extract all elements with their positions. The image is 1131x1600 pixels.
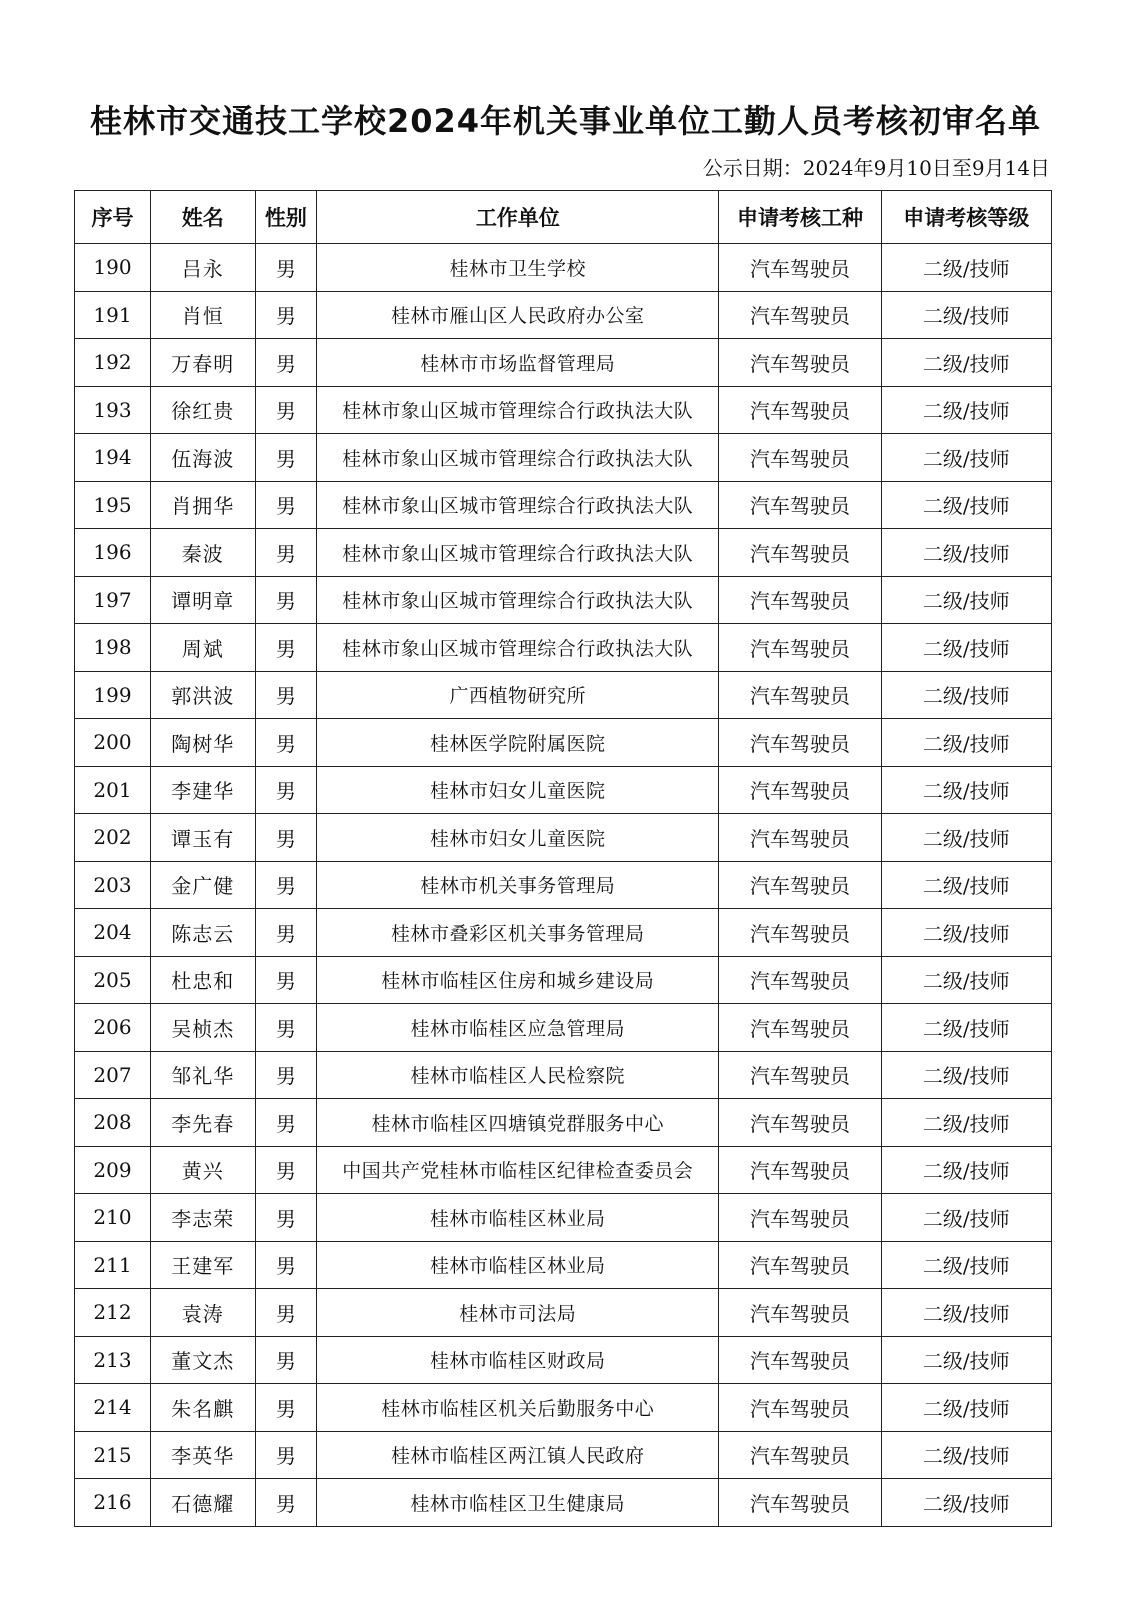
cell-index: 192: [75, 339, 151, 387]
cell-index: 190: [75, 244, 151, 292]
cell-gender: 男: [255, 624, 317, 672]
cell-name: 王建军: [150, 1241, 255, 1289]
cell-level: 二级/技师: [881, 291, 1051, 339]
cell-work-unit: 桂林市象山区城市管理综合行政执法大队: [317, 624, 719, 672]
cell-work-unit: 桂林市临桂区应急管理局: [317, 1004, 719, 1052]
cell-index: 211: [75, 1241, 151, 1289]
cell-name: 陶树华: [150, 719, 255, 767]
cell-work-unit: 中国共产党桂林市临桂区纪律检查委员会: [317, 1146, 719, 1194]
cell-level: 二级/技师: [881, 1431, 1051, 1479]
cell-work-unit: 桂林市临桂区两江镇人民政府: [317, 1431, 719, 1479]
cell-index: 202: [75, 814, 151, 862]
cell-index: 193: [75, 386, 151, 434]
publish-date: 公示日期：2024年9月10日至9月14日: [702, 156, 1050, 180]
cell-level: 二级/技师: [881, 529, 1051, 577]
cell-name: 李志荣: [150, 1194, 255, 1242]
cell-level: 二级/技师: [881, 1146, 1051, 1194]
cell-job-type: 汽车驾驶员: [719, 576, 881, 624]
cell-index: 206: [75, 1004, 151, 1052]
table-row: [75, 1384, 1052, 1432]
table-body: [75, 244, 1052, 1527]
cell-gender: 男: [255, 1146, 317, 1194]
cell-work-unit: 广西植物研究所: [317, 671, 719, 719]
cell-gender: 男: [255, 1336, 317, 1384]
cell-name: 肖恒: [150, 291, 255, 339]
cell-name: 肖拥华: [150, 481, 255, 529]
cell-job-type: 汽车驾驶员: [719, 1479, 881, 1527]
cell-name: 周斌: [150, 624, 255, 672]
cell-name: 伍海波: [150, 434, 255, 482]
roster-table: [74, 190, 1052, 1527]
cell-work-unit: 桂林市雁山区人民政府办公室: [317, 291, 719, 339]
cell-gender: 男: [255, 719, 317, 767]
cell-level: 二级/技师: [881, 1004, 1051, 1052]
cell-work-unit: 桂林市象山区城市管理综合行政执法大队: [317, 386, 719, 434]
cell-index: 214: [75, 1384, 151, 1432]
table-row: [75, 861, 1052, 909]
cell-job-type: 汽车驾驶员: [719, 1051, 881, 1099]
cell-work-unit: 桂林市象山区城市管理综合行政执法大队: [317, 529, 719, 577]
cell-index: 191: [75, 291, 151, 339]
cell-job-type: 汽车驾驶员: [719, 956, 881, 1004]
cell-index: 194: [75, 434, 151, 482]
cell-job-type: 汽车驾驶员: [719, 766, 881, 814]
cell-level: 二级/技师: [881, 814, 1051, 862]
cell-name: 李英华: [150, 1431, 255, 1479]
cell-work-unit: 桂林市象山区城市管理综合行政执法大队: [317, 434, 719, 482]
page-title: 桂林市交通技工学校2024年机关事业单位工勤人员考核初审名单: [89, 102, 1042, 141]
cell-gender: 男: [255, 529, 317, 577]
cell-work-unit: 桂林市叠彩区机关事务管理局: [317, 909, 719, 957]
table-row: [75, 766, 1052, 814]
cell-level: 二级/技师: [881, 576, 1051, 624]
table-row: [75, 956, 1052, 1004]
cell-gender: 男: [255, 481, 317, 529]
cell-level: 二级/技师: [881, 1479, 1051, 1527]
cell-job-type: 汽车驾驶员: [719, 1241, 881, 1289]
table-row: [75, 1146, 1052, 1194]
cell-index: 209: [75, 1146, 151, 1194]
cell-name: 秦波: [150, 529, 255, 577]
cell-gender: 男: [255, 861, 317, 909]
cell-name: 谭明章: [150, 576, 255, 624]
table-row: [75, 434, 1052, 482]
cell-job-type: 汽车驾驶员: [719, 671, 881, 719]
cell-gender: 男: [255, 1384, 317, 1432]
table-header-row: [75, 191, 1052, 244]
cell-job-type: 汽车驾驶员: [719, 339, 881, 387]
table-row: [75, 1479, 1052, 1527]
cell-work-unit: 桂林市临桂区机关后勤服务中心: [317, 1384, 719, 1432]
cell-gender: 男: [255, 1289, 317, 1337]
cell-job-type: 汽车驾驶员: [719, 1336, 881, 1384]
cell-work-unit: 桂林市司法局: [317, 1289, 719, 1337]
cell-gender: 男: [255, 814, 317, 862]
cell-gender: 男: [255, 956, 317, 1004]
cell-gender: 男: [255, 291, 317, 339]
cell-job-type: 汽车驾驶员: [719, 624, 881, 672]
cell-index: 204: [75, 909, 151, 957]
table-row: [75, 1194, 1052, 1242]
table-row: [75, 1431, 1052, 1479]
cell-level: 二级/技师: [881, 624, 1051, 672]
header-level: 申请考核等级: [881, 191, 1051, 244]
cell-level: 二级/技师: [881, 671, 1051, 719]
table-row: [75, 1004, 1052, 1052]
cell-name: 董文杰: [150, 1336, 255, 1384]
cell-name: 石德耀: [150, 1479, 255, 1527]
cell-gender: 男: [255, 1194, 317, 1242]
cell-work-unit: 桂林市妇女儿童医院: [317, 814, 719, 862]
cell-level: 二级/技师: [881, 719, 1051, 767]
cell-work-unit: 桂林医学院附属医院: [317, 719, 719, 767]
cell-job-type: 汽车驾驶员: [719, 814, 881, 862]
cell-job-type: 汽车驾驶员: [719, 1194, 881, 1242]
table-row: [75, 386, 1052, 434]
cell-name: 李建华: [150, 766, 255, 814]
cell-name: 徐红贵: [150, 386, 255, 434]
cell-job-type: 汽车驾驶员: [719, 1384, 881, 1432]
table-row: [75, 1051, 1052, 1099]
table-row: [75, 1241, 1052, 1289]
cell-level: 二级/技师: [881, 386, 1051, 434]
cell-name: 陈志云: [150, 909, 255, 957]
cell-job-type: 汽车驾驶员: [719, 861, 881, 909]
cell-job-type: 汽车驾驶员: [719, 909, 881, 957]
cell-level: 二级/技师: [881, 861, 1051, 909]
table-row: [75, 1289, 1052, 1337]
cell-job-type: 汽车驾驶员: [719, 481, 881, 529]
cell-level: 二级/技师: [881, 1384, 1051, 1432]
cell-job-type: 汽车驾驶员: [719, 1099, 881, 1147]
cell-gender: 男: [255, 1479, 317, 1527]
cell-work-unit: 桂林市临桂区财政局: [317, 1336, 719, 1384]
cell-name: 金广健: [150, 861, 255, 909]
cell-level: 二级/技师: [881, 481, 1051, 529]
cell-index: 205: [75, 956, 151, 1004]
cell-index: 199: [75, 671, 151, 719]
cell-index: 197: [75, 576, 151, 624]
table-row: [75, 1336, 1052, 1384]
cell-gender: 男: [255, 244, 317, 292]
cell-index: 195: [75, 481, 151, 529]
cell-job-type: 汽车驾驶员: [719, 719, 881, 767]
cell-index: 213: [75, 1336, 151, 1384]
cell-level: 二级/技师: [881, 956, 1051, 1004]
header-gender: 性别: [255, 191, 317, 244]
cell-gender: 男: [255, 339, 317, 387]
cell-index: 215: [75, 1431, 151, 1479]
cell-index: 196: [75, 529, 151, 577]
cell-level: 二级/技师: [881, 339, 1051, 387]
table-row: [75, 719, 1052, 767]
cell-job-type: 汽车驾驶员: [719, 1431, 881, 1479]
cell-level: 二级/技师: [881, 1051, 1051, 1099]
cell-gender: 男: [255, 1099, 317, 1147]
cell-job-type: 汽车驾驶员: [719, 434, 881, 482]
cell-index: 207: [75, 1051, 151, 1099]
cell-name: 黄兴: [150, 1146, 255, 1194]
cell-name: 万春明: [150, 339, 255, 387]
cell-name: 邹礼华: [150, 1051, 255, 1099]
cell-work-unit: 桂林市妇女儿童医院: [317, 766, 719, 814]
cell-job-type: 汽车驾驶员: [719, 244, 881, 292]
cell-work-unit: 桂林市象山区城市管理综合行政执法大队: [317, 576, 719, 624]
header-index: 序号: [75, 191, 151, 244]
cell-work-unit: 桂林市临桂区人民检察院: [317, 1051, 719, 1099]
header-work-unit: 工作单位: [317, 191, 719, 244]
header-job-type: 申请考核工种: [719, 191, 881, 244]
table-row: [75, 1099, 1052, 1147]
table-row: [75, 814, 1052, 862]
cell-job-type: 汽车驾驶员: [719, 1146, 881, 1194]
cell-gender: 男: [255, 1051, 317, 1099]
cell-level: 二级/技师: [881, 1241, 1051, 1289]
table-row: [75, 909, 1052, 957]
table-row: [75, 529, 1052, 577]
cell-index: 200: [75, 719, 151, 767]
cell-work-unit: 桂林市临桂区卫生健康局: [317, 1479, 719, 1527]
cell-index: 198: [75, 624, 151, 672]
cell-level: 二级/技师: [881, 244, 1051, 292]
cell-name: 郭洪波: [150, 671, 255, 719]
cell-job-type: 汽车驾驶员: [719, 291, 881, 339]
cell-job-type: 汽车驾驶员: [719, 386, 881, 434]
table-row: [75, 671, 1052, 719]
cell-index: 210: [75, 1194, 151, 1242]
cell-level: 二级/技师: [881, 909, 1051, 957]
cell-level: 二级/技师: [881, 434, 1051, 482]
cell-gender: 男: [255, 909, 317, 957]
cell-level: 二级/技师: [881, 1289, 1051, 1337]
cell-name: 谭玉有: [150, 814, 255, 862]
cell-index: 212: [75, 1289, 151, 1337]
cell-name: 李先春: [150, 1099, 255, 1147]
cell-work-unit: 桂林市卫生学校: [317, 244, 719, 292]
cell-index: 208: [75, 1099, 151, 1147]
cell-index: 201: [75, 766, 151, 814]
cell-name: 袁涛: [150, 1289, 255, 1337]
cell-work-unit: 桂林市临桂区住房和城乡建设局: [317, 956, 719, 1004]
cell-level: 二级/技师: [881, 1336, 1051, 1384]
cell-work-unit: 桂林市市场监督管理局: [317, 339, 719, 387]
cell-gender: 男: [255, 766, 317, 814]
table-row: [75, 576, 1052, 624]
cell-level: 二级/技师: [881, 1099, 1051, 1147]
cell-name: 吕永: [150, 244, 255, 292]
cell-work-unit: 桂林市临桂区林业局: [317, 1194, 719, 1242]
cell-name: 吴桢杰: [150, 1004, 255, 1052]
header-name: 姓名: [150, 191, 255, 244]
cell-gender: 男: [255, 1004, 317, 1052]
cell-work-unit: 桂林市机关事务管理局: [317, 861, 719, 909]
cell-index: 203: [75, 861, 151, 909]
cell-name: 朱名麒: [150, 1384, 255, 1432]
table-row: [75, 244, 1052, 292]
cell-work-unit: 桂林市象山区城市管理综合行政执法大队: [317, 481, 719, 529]
table-row: [75, 339, 1052, 387]
cell-gender: 男: [255, 1241, 317, 1289]
cell-name: 杜忠和: [150, 956, 255, 1004]
cell-gender: 男: [255, 434, 317, 482]
cell-gender: 男: [255, 386, 317, 434]
cell-work-unit: 桂林市临桂区林业局: [317, 1241, 719, 1289]
cell-index: 216: [75, 1479, 151, 1527]
cell-job-type: 汽车驾驶员: [719, 529, 881, 577]
cell-job-type: 汽车驾驶员: [719, 1004, 881, 1052]
cell-job-type: 汽车驾驶员: [719, 1289, 881, 1337]
cell-gender: 男: [255, 671, 317, 719]
cell-gender: 男: [255, 1431, 317, 1479]
table-row: [75, 481, 1052, 529]
table-row: [75, 291, 1052, 339]
cell-level: 二级/技师: [881, 766, 1051, 814]
cell-gender: 男: [255, 576, 317, 624]
cell-level: 二级/技师: [881, 1194, 1051, 1242]
cell-work-unit: 桂林市临桂区四塘镇党群服务中心: [317, 1099, 719, 1147]
table-row: [75, 624, 1052, 672]
